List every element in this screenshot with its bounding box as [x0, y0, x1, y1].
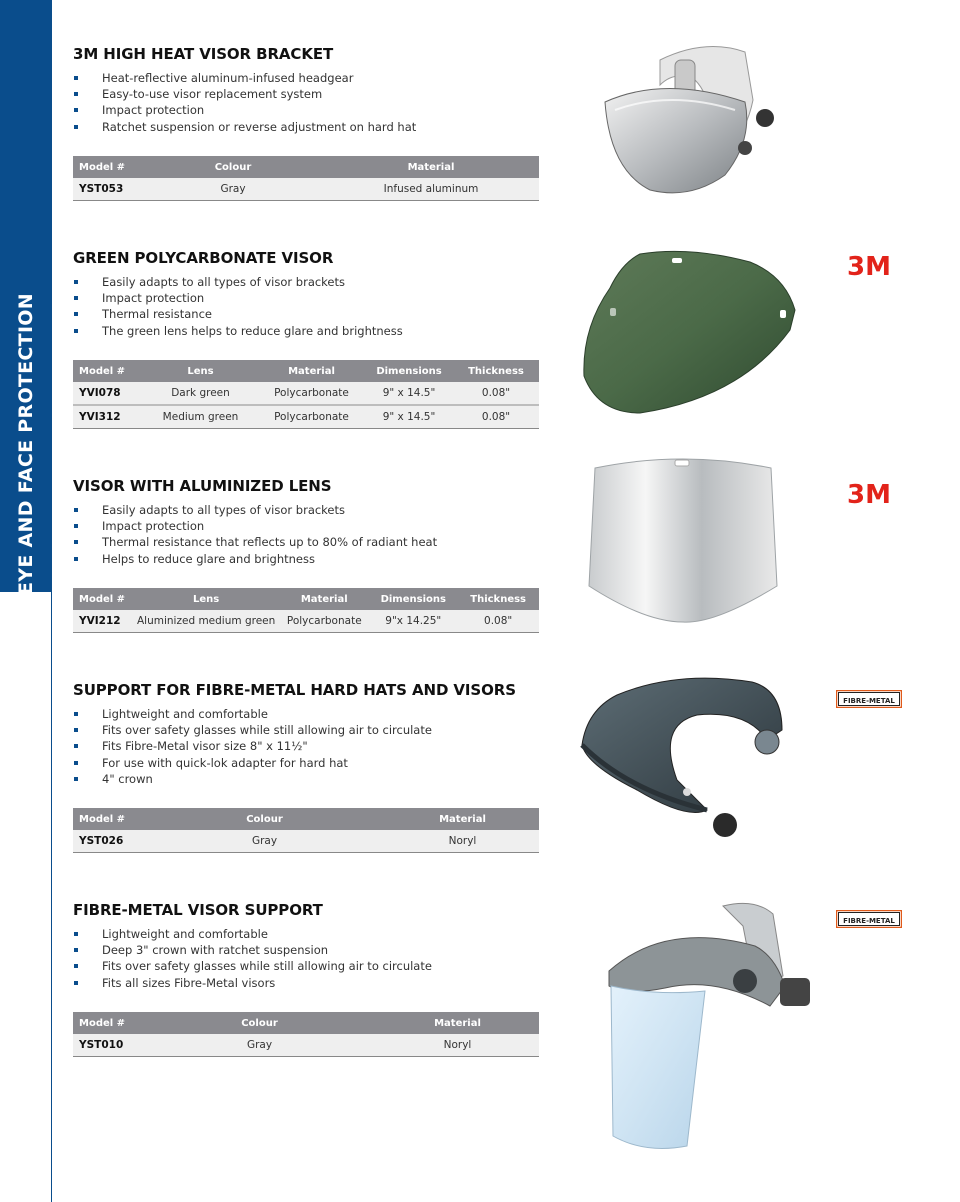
- model-cell: YVI312: [73, 405, 143, 429]
- col-header: Model #: [73, 360, 143, 382]
- feature-item: Fits all sizes Fibre-Metal visors: [73, 975, 539, 991]
- col-header: Lens: [143, 360, 258, 382]
- table-cell: Noryl: [376, 1034, 539, 1057]
- table-cell: 0.08": [457, 610, 539, 633]
- spec-table: [73, 360, 539, 429]
- visor-bracket-image: [595, 40, 785, 200]
- fibre-metal-logo: [836, 690, 902, 708]
- col-header: Lens: [133, 588, 279, 610]
- table-cell: Polycarbonate: [258, 405, 365, 429]
- table-cell: 9"x 14.25": [369, 610, 457, 633]
- table-row: [73, 178, 539, 201]
- product-title: SUPPORT FOR FIBRE-METAL HARD HATS AND VISORS: [73, 681, 516, 699]
- col-header: Material: [279, 588, 369, 610]
- table-cell: Polycarbonate: [258, 382, 365, 405]
- product-section-visor-bracket: [73, 44, 539, 195]
- feature-item: Thermal resistance that reflects up to 80% of radiant heat: [73, 534, 539, 550]
- table-row: [73, 830, 539, 853]
- product-section-fm-visor-support: [73, 900, 539, 1051]
- table-cell: 9" x 14.5": [365, 382, 453, 405]
- feature-item: Fits over safety glasses while still allowing air to circulate: [73, 722, 539, 738]
- col-header: Model #: [73, 808, 143, 830]
- table-cell: Medium green: [143, 405, 258, 429]
- feature-item: Thermal resistance: [73, 306, 539, 322]
- feature-item: Impact protection: [73, 102, 539, 118]
- feature-item: Easy-to-use visor replacement system: [73, 86, 539, 102]
- feature-item: Deep 3" crown with ratchet suspension: [73, 942, 539, 958]
- feature-item: Lightweight and comfortable: [73, 706, 539, 722]
- feature-item: Easily adapts to all types of visor brackets: [73, 274, 539, 290]
- feature-item: Fits over safety glasses while still allowing air to circulate: [73, 958, 539, 974]
- fm-support-image: [577, 670, 787, 842]
- fibre-metal-logo-text: FIBRE-METAL: [843, 917, 895, 925]
- 3m-logo: [845, 480, 893, 506]
- col-header: Model #: [73, 1012, 143, 1034]
- col-header: Dimensions: [369, 588, 457, 610]
- aluminized-visor-image: [585, 456, 781, 624]
- sidebar-label: EYE AND FACE PROTECTION: [15, 293, 37, 595]
- model-cell: YST053: [73, 178, 143, 201]
- feature-list: [73, 274, 539, 339]
- feature-item: Lightweight and comfortable: [73, 926, 539, 942]
- table-row: [73, 382, 539, 405]
- feature-item: 4" crown: [73, 771, 539, 787]
- col-header: Dimensions: [365, 360, 453, 382]
- col-header: Model #: [73, 588, 133, 610]
- table-row: [73, 1034, 539, 1057]
- product-section-fm-support: [73, 680, 539, 847]
- col-header: Colour: [143, 156, 323, 178]
- spec-table: [73, 1012, 539, 1057]
- table-row: [73, 405, 539, 429]
- table-row: [73, 610, 539, 633]
- col-header: Material: [376, 1012, 539, 1034]
- product-title: FIBRE-METAL VISOR SUPPORT: [73, 901, 323, 919]
- feature-item: Heat-reflective aluminum-infused headgear: [73, 70, 539, 86]
- col-header: Material: [258, 360, 365, 382]
- table-cell: Gray: [143, 1034, 376, 1057]
- feature-item: Fits Fibre-Metal visor size 8" x 11½": [73, 738, 539, 754]
- col-header: Material: [386, 808, 539, 830]
- table-cell: 0.08": [453, 405, 539, 429]
- fibre-metal-logo: [836, 910, 902, 928]
- feature-item: Easily adapts to all types of visor brackets: [73, 502, 539, 518]
- model-cell: YST010: [73, 1034, 143, 1057]
- 3m-logo-text: 3M: [847, 480, 891, 506]
- col-header: Thickness: [453, 360, 539, 382]
- table-cell: Dark green: [143, 382, 258, 405]
- feature-item: Impact protection: [73, 290, 539, 306]
- product-title: GREEN POLYCARBONATE VISOR: [73, 249, 334, 267]
- feature-list: [73, 70, 539, 135]
- col-header: Colour: [143, 808, 386, 830]
- table-cell: Aluminized medium green: [133, 610, 279, 633]
- table-cell: Gray: [143, 178, 323, 201]
- sidebar-band: [0, 0, 51, 595]
- feature-list: [73, 502, 539, 567]
- spec-table: [73, 808, 539, 853]
- spec-table: [73, 156, 539, 201]
- feature-item: Ratchet suspension or reverse adjustment on hard hat: [73, 119, 539, 135]
- product-section-aluminized-visor: [73, 476, 539, 627]
- col-header: Material: [323, 156, 539, 178]
- table-cell: Infused aluminum: [323, 178, 539, 201]
- 3m-logo: [845, 252, 893, 278]
- fm-visor-support-image: [605, 896, 820, 1154]
- table-cell: 0.08": [453, 382, 539, 405]
- sidebar-rule: [51, 0, 52, 1202]
- green-visor-image: [580, 248, 802, 416]
- model-cell: YVI212: [73, 610, 133, 633]
- model-cell: YVI078: [73, 382, 143, 405]
- col-header: Colour: [143, 1012, 376, 1034]
- 3m-logo-text: 3M: [847, 252, 891, 278]
- table-cell: Noryl: [386, 830, 539, 853]
- feature-list: [73, 706, 539, 787]
- product-title: VISOR WITH ALUMINIZED LENS: [73, 477, 332, 495]
- fibre-metal-logo-text: FIBRE-METAL: [843, 697, 895, 705]
- feature-item: The green lens helps to reduce glare and brightness: [73, 323, 539, 339]
- spec-table: [73, 588, 539, 633]
- feature-item: For use with quick-lok adapter for hard hat: [73, 755, 539, 771]
- product-title: 3M HIGH HEAT VISOR BRACKET: [73, 45, 334, 63]
- feature-item: Impact protection: [73, 518, 539, 534]
- feature-item: Helps to reduce glare and brightness: [73, 551, 539, 567]
- table-cell: 9" x 14.5": [365, 405, 453, 429]
- model-cell: YST026: [73, 830, 143, 853]
- table-cell: Gray: [143, 830, 386, 853]
- col-header: Model #: [73, 156, 143, 178]
- col-header: Thickness: [457, 588, 539, 610]
- table-cell: Polycarbonate: [279, 610, 369, 633]
- product-section-green-visor: [73, 248, 539, 423]
- feature-list: [73, 926, 539, 991]
